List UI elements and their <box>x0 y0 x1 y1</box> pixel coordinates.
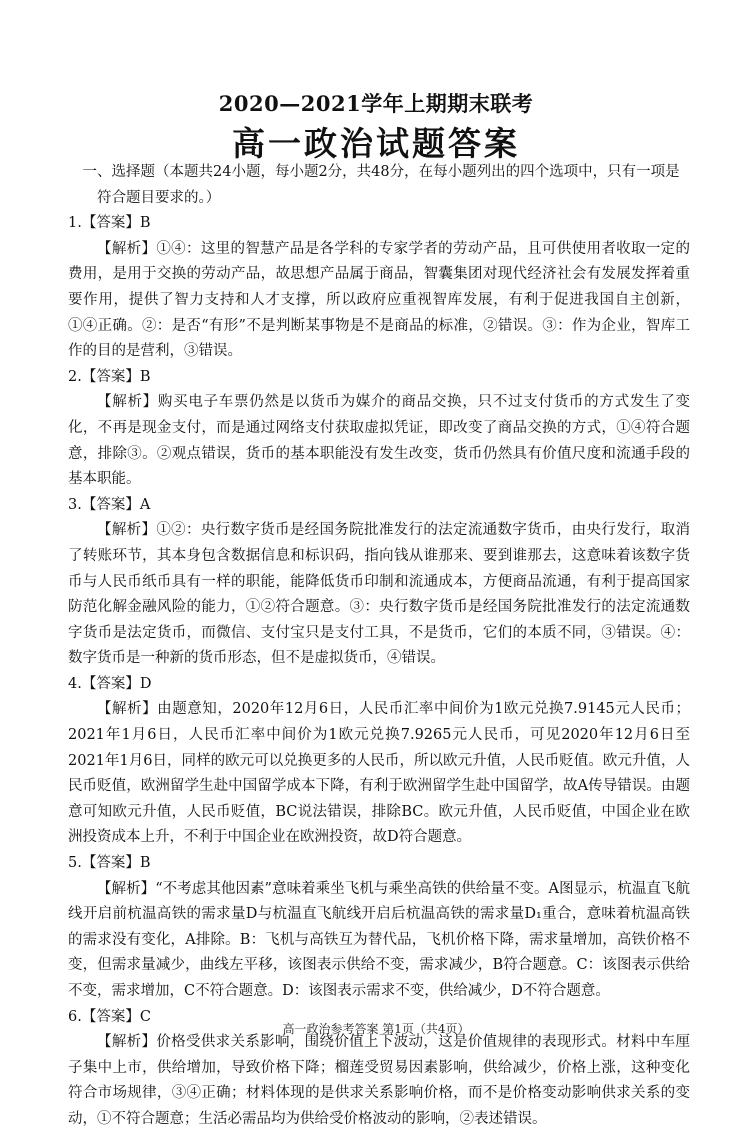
question-item <box>68 672 690 851</box>
question-item <box>68 365 690 493</box>
question-answer: 6.【答案】C <box>68 1008 151 1025</box>
question-explanation: 【解析】价格受供求关系影响，围绕价值上下波动，这是价值规律的表现形式。材料中车厘子集中上市，供给增加，导致价格下降；榴莲受贸易因素影响，供给减少，价格上涨，这种变化符合市场规律，③④正确；材料体现的是供求关系影响价格，而不是价格变动影响供求关系的变动，①不符合题意；生活必需品均为供给受价格波动的影响，②表述错误。 <box>68 1034 690 1127</box>
question-answer: 2.【答案】B <box>68 368 151 385</box>
question-explanation: 【解析】由题意知，2020年12月6日，人民币汇率中间价为1欧元兑换7.9145元人民币；2021年1月6日，人民币汇率中间价为1欧元兑换7.9265元人民币，可见2020年12月6日至2021年1月6日，同样的欧元可以兑换更多的人民币，所以欧元升值，人民币贬值。欧元升值，人民币贬值，欧洲留学生赴中国留学成本下降，有利于欧洲留学生赴中国留学，故A传导错误。由题意可知欧元升值，人民币贬值，BC说法错误，排除BC。欧元升值，人民币贬值，中国企业在欧洲投资成本上升，不利于中国企业在欧洲投资，故D符合题意。 <box>68 701 690 846</box>
question-explanation: 【解析】购买电子车票仍然是以货币为媒介的商品交换，只不过支付货币的方式发生了变化，不再是现金支付，而是通过网络支付获取虚拟凭证，即改变了商品交换的方式，①④符合题意，排除③。②观点错误，货币的基本职能没有发生改变，货币仍然具有价值尺度和流通手段的基本职能。 <box>68 394 690 488</box>
question-explanation: 【解析】①④：这里的智慧产品是各学科的专家学者的劳动产品，且可供使用者收取一定的费用，是用于交换的劳动产品，故思想产品属于商品，智囊集团对现代经济社会有发展发挥着重要作用，提供了智力支持和人才支撑，所以政府应重视智库发展，有利于促进我国自主创新，①④正确。②：是否“有形”不是判断某事物是不是商品的标准，②错误。③：作为企业，智库工作的目的是营利，③错误。 <box>68 240 690 360</box>
question-item <box>68 493 690 672</box>
question-item <box>68 211 690 365</box>
question-explanation: 【解析】①②：央行数字货币是经国务院批准发行的法定流通数字货币，由央行发行，取消了转账环节，其本身包含数据信息和标识码，指向钱从谁那来、要到谁那去，这意味着该数字货币与人民币纸币具有一样的职能，能降低货币印制和流通成本，方便商品流通，有利于提高国家防范化解金融风险的能力，①②符合题意。③：央行数字货币是经国务院批准发行的法定流通数字货币是法定货币，而微信、支付宝只是支付工具，不是货币，它们的本质不同，③错误。④：数字货币是一种新的货币形态，但不是虚拟货币，④错误。 <box>68 522 690 667</box>
question-item <box>68 851 690 1005</box>
page-title: 高一政治试题答案 <box>232 124 520 163</box>
question-answer: 4.【答案】D <box>68 675 152 692</box>
exam-title: 2020—2021学年上期期末联考 <box>218 91 534 116</box>
question-answer: 3.【答案】A <box>68 496 151 513</box>
question-explanation: 【解析】“不考虑其他因素”意味着乘坐飞机与乘坐高铁的供给量不变。A图显示，杭温直飞航线开启前杭温高铁的需求量D与杭温直飞航线开启后杭温高铁的需求量D₁重合，意味着杭温高铁的需求没有变化，A排除。B：飞机与高铁互为替代品，飞机价格下降，需求量增加，高铁价格不变，但需求量减少，曲线左平移，该图表示供给不变，需求减少，B符合题意。C：该图表示供给不变，需求增加，C不符合题意。D：该图表示需求不变，供给减少，D不符合题意。 <box>68 880 690 999</box>
section-heading: 一、选择题（本题共24小题，每小题2分，共48分，在每小题列出的四个选项中，只有一项是符合题目要求的。） <box>82 164 680 206</box>
question-answer: 1.【答案】B <box>68 215 151 232</box>
answer-content <box>68 160 690 1133</box>
question-answer: 5.【答案】B <box>68 855 151 872</box>
page-footer: 高一政治参考答案 第1页（共4页） <box>282 1022 470 1036</box>
